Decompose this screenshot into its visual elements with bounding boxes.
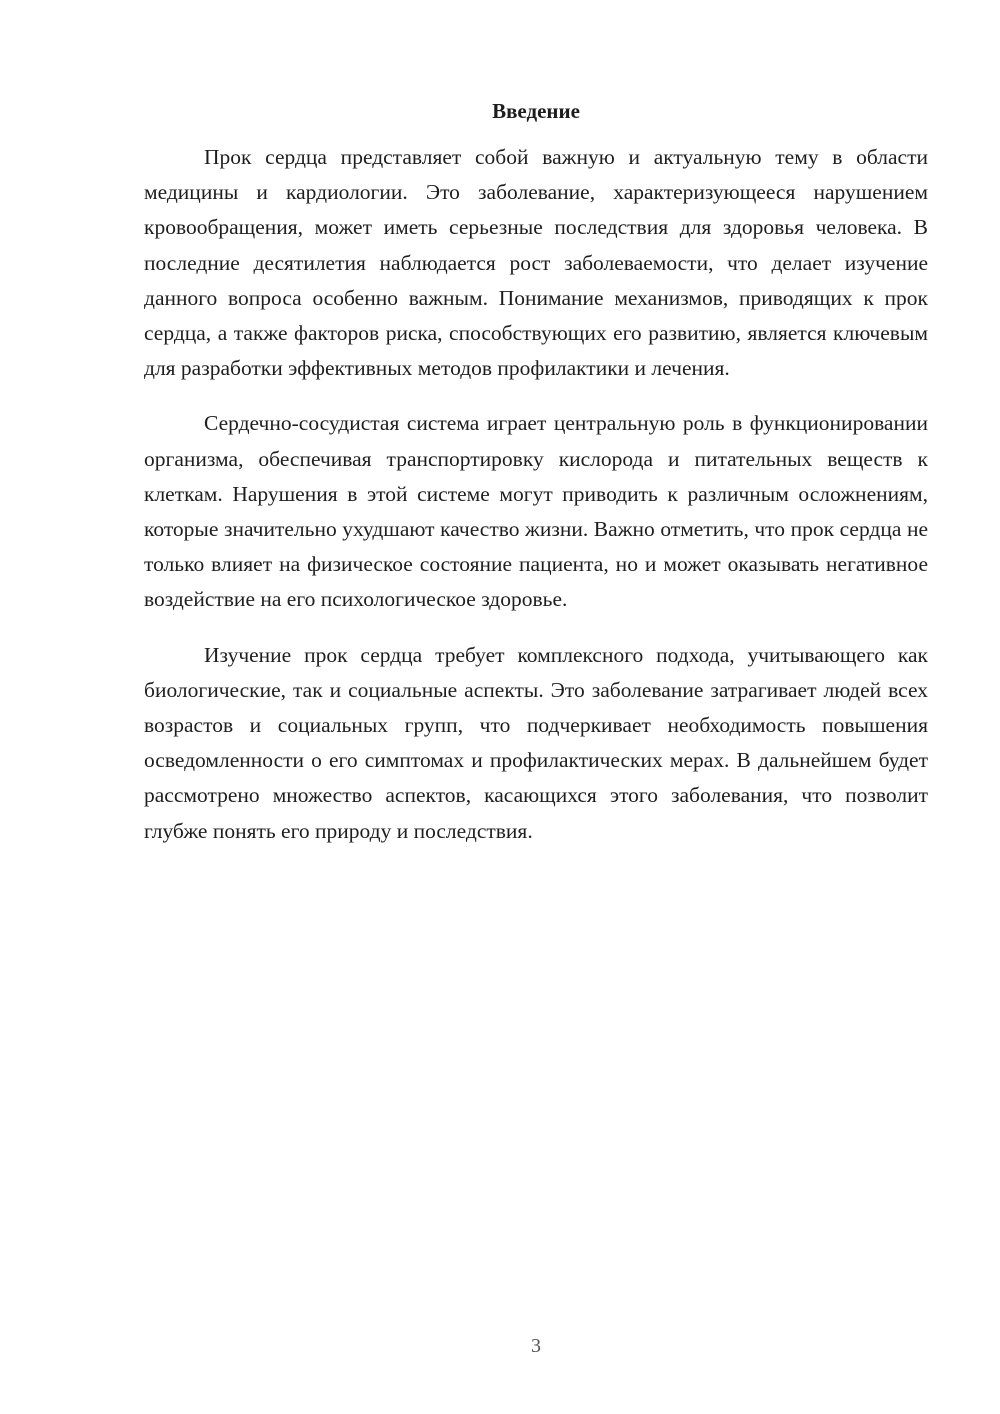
page-number: 3 — [531, 1335, 541, 1357]
document-body — [144, 140, 928, 849]
page-title: Введение — [492, 99, 580, 123]
paragraph-1: Прок сердца представляет собой важную и актуальную тему в области медицины и кардиологии. Это заболевание, характеризующееся нарушением кровообращения, может иметь серьезные последствия для здоровья человека. В последние десятилетия наблюдается рост заболеваемости, что делает изучение данного вопроса особенно важным. Понимание механизмов, приводящих к прок сердца, а также факторов риска, способствующих его развитию, является ключевым для разработки эффективных методов профилактики и лечения. — [144, 145, 928, 381]
paragraph-2: Сердечно-сосудистая система играет центральную роль в функционировании организма, обеспечивая транспортировку кислорода и питательных веществ к клеткам. Нарушения в этой системе могут приводить к различным осложнениям, которые значительно ухудшают качество жизни. Важно отметить, что прок сердца не только влияет на физическое состояние пациента, но и может оказывать негативное воздействие на его психологическое здоровье. — [144, 411, 928, 612]
paragraph-3: Изучение прок сердца требует комплексного подхода, учитывающего как биологические, так и социальные аспекты. Это заболевание затрагивает людей всех возрастов и социальных групп, что подчеркивает необходимость повышения осведомленности о его симптомах и профилактических мерах. В дальнейшем будет рассмотрено множество аспектов, касающихся этого заболевания, что позволит глубже понять его природу и последствия. — [144, 642, 928, 843]
